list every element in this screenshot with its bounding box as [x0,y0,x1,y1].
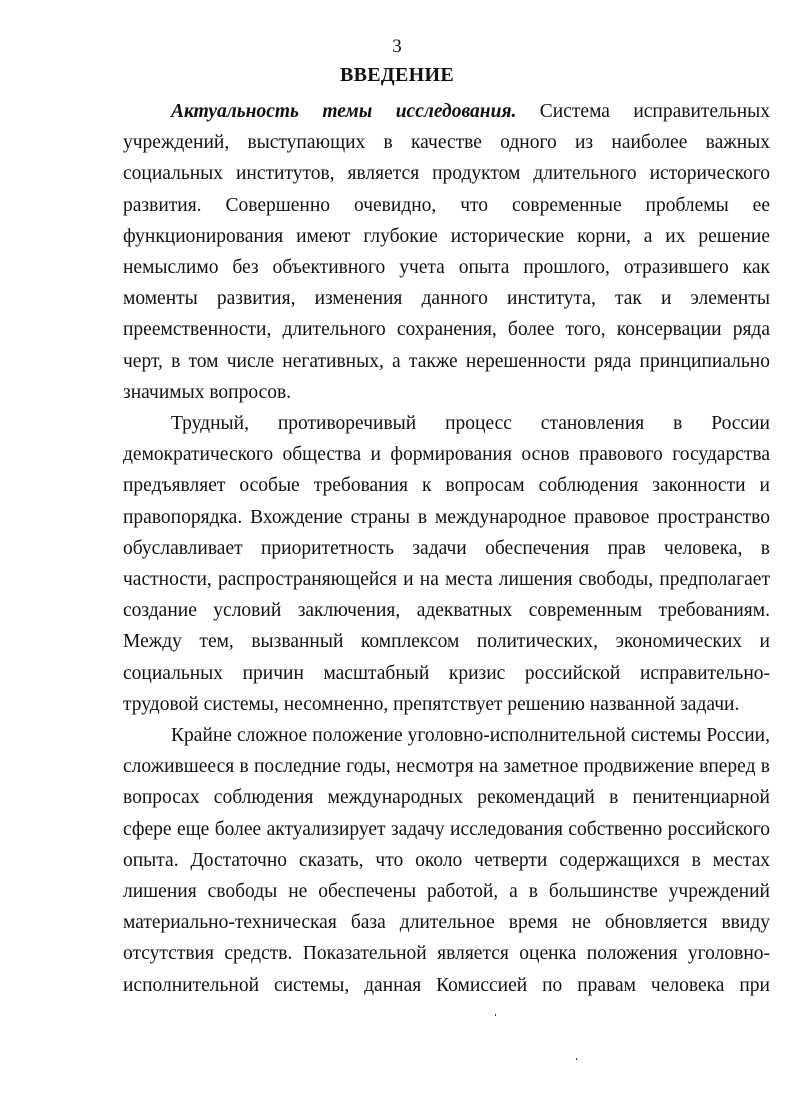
text-line [171,411,770,437]
text-line [123,973,770,999]
text-line [123,817,770,843]
line-text: демократического общества и формирования основ правового государства [123,444,770,466]
text-line [171,99,770,125]
line-text: развития. Совершенно очевидно, что современные проблемы ее [123,194,770,216]
line-text: лишения свободы не обеспечены работой, а в большинстве учреждений [123,881,770,902]
text-line [123,349,770,375]
line-text: преемственности, длительного сохранения, более того, консервации ряда [123,319,770,341]
text-line [123,598,770,624]
line-text: частности, распространяющейся и на места лишения свободы, предполагает [123,569,770,590]
emphasized-lead: Актуальность темы исследования. [171,101,517,122]
line-text: моменты развития, изменения данного института, так и элементы [123,288,770,310]
text-line [123,785,770,811]
text-line [123,505,770,531]
line-text: создание условий заключения, адекватных современным требованиям. [123,600,770,622]
text-line [123,130,770,156]
text-line [123,879,770,905]
line-text: Трудный, противоречивый процесс становления в России [171,413,770,434]
line-text: значимых вопросов. [123,381,292,403]
text-line [123,224,770,250]
scan-speck [576,1058,577,1060]
scan-speck [495,1014,496,1016]
line-text: Система исправительных [516,101,770,122]
text-line [123,754,770,780]
line-text: исполнительной системы, данная Комиссией по правам человека при [123,974,770,996]
line-text: материально-техническая база длительное время не обновляется ввиду [123,912,770,934]
text-line [123,473,770,499]
text-line [123,910,770,936]
text-line [123,536,770,562]
line-text: социальных институтов, является продуктом длительного исторического [123,163,770,185]
page-number: 3 [392,36,402,57]
text-line [123,317,770,343]
line-text: Крайне сложное положение уголовно-исполнительной системы России, [171,725,770,746]
line-text: социальных причин масштабный кризис российской исправительно- [123,662,770,684]
text-line [123,941,770,967]
text-line [123,255,770,281]
line-text: опыта. Достаточно сказать, что около четверти содержащихся в местах [123,849,770,871]
text-line [123,629,770,655]
line-text: учреждений, выступающих в качестве одного из наиболее важных [123,132,770,154]
line-text: функционирования имеют глубокие исторические корни, а их решение [123,225,770,247]
text-line [123,193,770,219]
text-line [123,380,770,406]
line-text: вопросах соблюдения международных рекомендаций в пенитенциарной [123,787,770,809]
line-text: немыслимо без объективного учета опыта прошлого, отразившего как [123,257,770,278]
text-line [123,661,770,687]
line-text: Между тем, вызванный комплексом политических, экономических и [123,631,770,653]
line-text: отсутствия средств. Показательной является оценка положения уголовно- [123,943,770,965]
line-text: сложившееся в последние годы, несмотря на заметное продвижение вперед в [123,756,770,778]
line-text: обуславливает приоритетность задачи обеспечения прав человека, в [123,537,770,559]
line-text: трудовой системы, несомненно, препятствует решению названной задачи. [123,693,740,715]
text-line [123,848,770,874]
section-heading: ВВЕДЕНИЕ [340,64,454,86]
text-line [123,567,770,593]
text-line [123,286,770,312]
line-text: черт, в том числе негативных, а также нерешенности ряда принципиально [123,350,770,372]
text-line [123,442,770,468]
text-line [123,161,770,187]
line-text: сфере еще более актуализирует задачу исследования собственно российского [123,818,770,840]
line-text: правопорядка. Вхождение страны в международное правовое пространство [123,506,770,528]
text-line [123,692,770,718]
line-text: предъявляет особые требования к вопросам соблюдения законности и [123,475,770,497]
text-line [171,723,770,749]
